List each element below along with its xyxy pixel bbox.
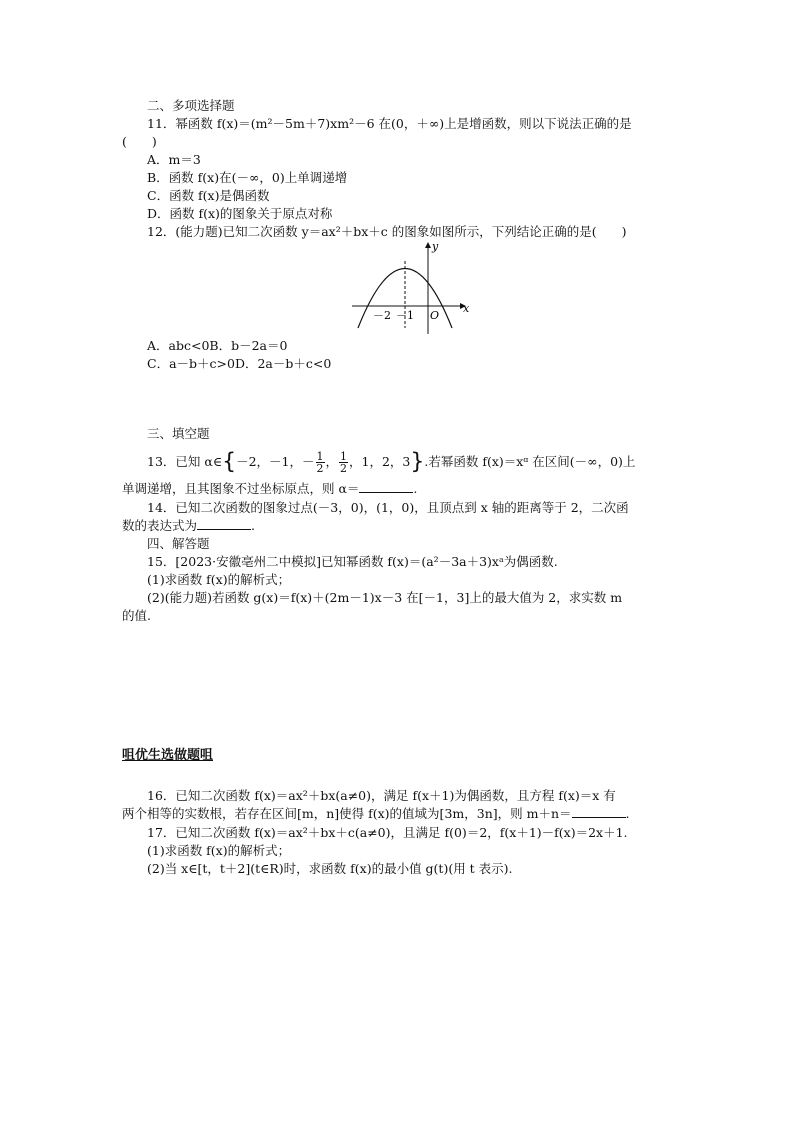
tick-label-neg1: －1 (396, 309, 414, 322)
q12-options-cd: C．a－b＋c>0D．2a－b＋c<0 (147, 356, 332, 371)
section-fill-in: 三、填空题 (147, 426, 210, 441)
q16-line2-end: . (625, 806, 630, 821)
q13-line1: 13．已知 α∈{－2，－1，－ $\frac{1}{2}$ ， $\frac{1}{2}$ ，1，2，3}.若幂函数 f(x)＝xᵅ 在区间(－∞，0)上 (147, 449, 636, 475)
q13-line2-text: 单调递增，且其图象不过坐标原点，则 α＝ (122, 481, 360, 496)
q14-line2 (122, 518, 255, 534)
q17-part1: (1)求函数 f(x)的解析式； (147, 843, 291, 858)
q14-line1: 14．已知二次函数的图象过点(－3，0)，(1，0)，且顶点到 x 轴的距离等于 2，二次函 (147, 500, 629, 515)
optional-section-banner: 咀优生选做题咀 (122, 748, 214, 763)
q13-set-items: －2，－1， (236, 454, 302, 469)
q16-line1: 16．已知二次函数 f(x)＝ax²＋bx(a≠0)，满足 f(x＋1)为偶函数，且方程 f(x)＝x 有 (147, 788, 616, 803)
q15-stem: 15．[2023·安徽亳州二中模拟]已知幂函数 f(x)＝(a²－3a＋3)xᵃ为偶函数. (147, 554, 558, 569)
q13-prefix: 13．已知 α∈ (147, 454, 223, 469)
x-axis-label: x (463, 302, 470, 315)
fraction-one-half-2: $\frac{1}{2}$ (340, 450, 348, 475)
q11-stem: 11．幂函数 f(x)＝(m²－5m＋7)xm²－6 在(0，＋∞)上是增函数，则以下说法正确的是 (147, 116, 632, 131)
y-axis-label: y (432, 240, 439, 253)
q14-line2-text: 数的表达式为 (122, 518, 198, 533)
left-brace: { (222, 449, 237, 475)
q12-stem: 12．(能力题)已知二次函数 y＝ax²＋bx＋c 的图象如图所示，下列结论正确的是( ) (147, 224, 627, 239)
section-multiple-choice: 二、多项选择题 (147, 98, 235, 113)
q11-paren: ( ) (122, 134, 157, 149)
q12-parabola-graph (350, 236, 480, 336)
q16-line2 (122, 806, 630, 822)
q13-line2 (122, 481, 417, 497)
y-axis-arrow (425, 242, 431, 248)
q14-answer-blank[interactable] (197, 518, 251, 530)
tick-label-neg2: －2 (373, 309, 391, 322)
q13-set-tail: ，1，2，3 (349, 454, 411, 469)
q15-part1: (1)求函数 f(x)的解析式； (147, 572, 291, 587)
q15-part2-line2: 的值. (122, 608, 151, 623)
q16-line2-text: 两个相等的实数根，若存在区间[m，n]使得 f(x)的值域为[3m，3n]，则 m＋n＝ (122, 806, 572, 821)
right-brace: } (410, 449, 425, 475)
q11-option-c: C．函数 f(x)是偶函数 (147, 188, 270, 203)
q13-suffix: .若幂函数 f(x)＝xᵅ 在区间(－∞，0)上 (424, 454, 636, 469)
q15-part2-line1: (2)(能力题)若函数 g(x)＝f(x)＋(2m－1)x－3 在[－1，3]上的最大值为 2，求实数 m (147, 590, 623, 605)
q11-option-d: D．函数 f(x)的图象关于原点对称 (147, 206, 333, 221)
q13-answer-blank[interactable] (359, 481, 413, 493)
q14-line2-end: . (251, 518, 255, 533)
q11-option-b: B．函数 f(x)在(－∞，0)上单调递增 (147, 170, 348, 185)
origin-label: O (430, 309, 440, 322)
q13-line2-end: . (413, 481, 418, 496)
q17-stem: 17．已知二次函数 f(x)＝ax²＋bx＋c(a≠0)，且满足 f(0)＝2，f(x＋1)－f(x)＝2x＋1. (147, 825, 628, 840)
q17-part2: (2)当 x∈[t，t＋2](t∈R)时，求函数 f(x)的最小值 g(t)(用 t 表示). (147, 861, 513, 876)
q16-answer-blank[interactable] (572, 806, 626, 818)
q11-option-a: A．m＝3 (147, 152, 201, 167)
fraction-one-half: $\frac{1}{2}$ (316, 450, 324, 475)
q12-options-ab: A．abc<0B．b－2a＝0 (147, 338, 288, 353)
section-solve: 四、解答题 (147, 536, 210, 551)
